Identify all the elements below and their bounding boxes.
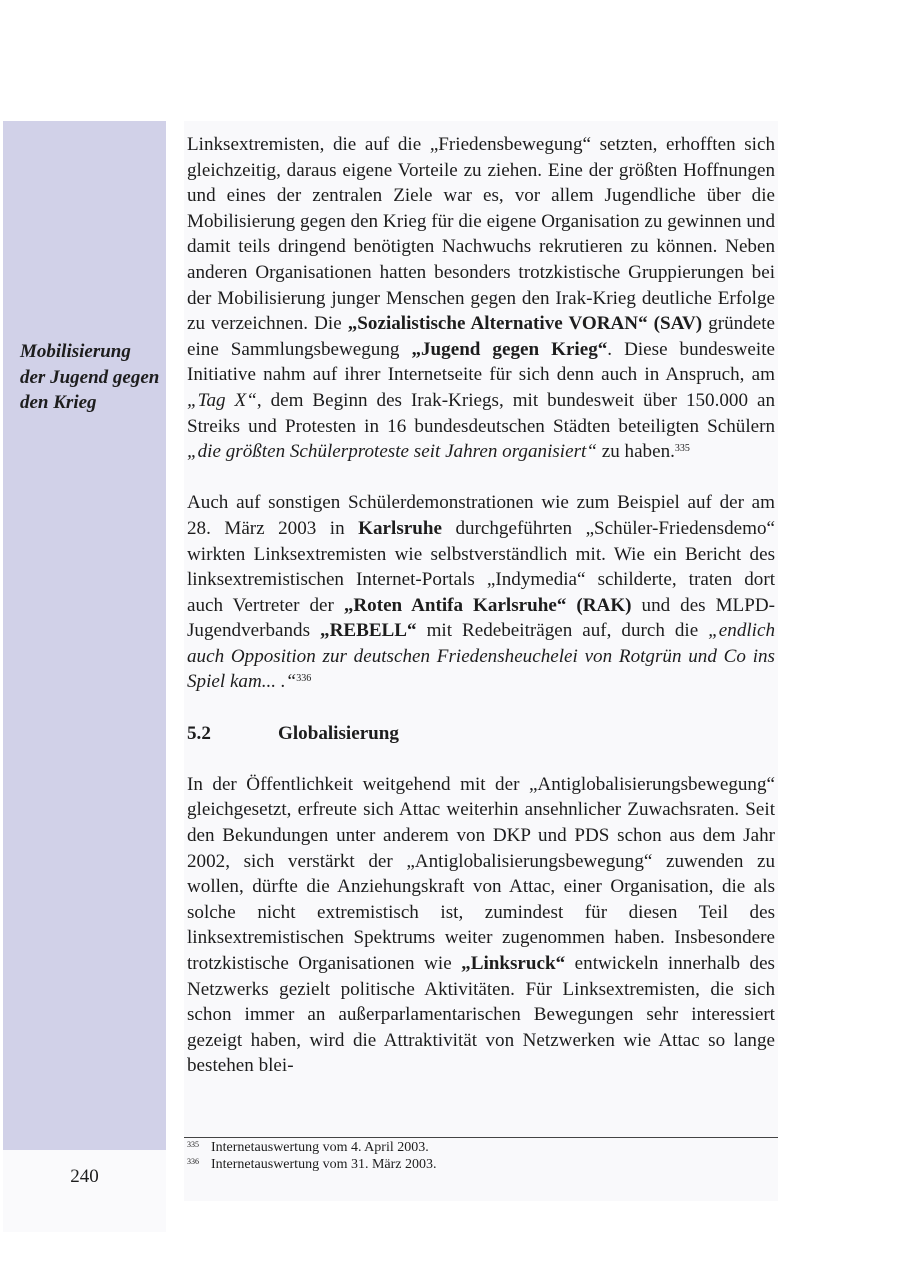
margin-note: Mobilisierung der Jugend gegen den Krieg: [20, 341, 160, 413]
footnote-reference[interactable]: 335: [674, 443, 690, 455]
footnote: [187, 1139, 775, 1156]
footnote-number: 336: [187, 1157, 199, 1166]
footnote-text: Internetauswertung vom 4. April 2003.: [211, 1140, 429, 1155]
paragraph-globalisierung: In der Öffentlichkeit weitgehend mit der „Antiglobalisierungsbewegung“ gleichgesetzt, erfreute sich Attac weiterhin ansehnlicher Zuwachsraten. Seit den Bekundungen unter anderem von DKP und PDS schon aus dem Jahr 2002, sich verstärkt der „Antiglobalisierungsbewegung“ zuwenden zu wollen, dürfte die Anziehungskraft von Attac, einer Organisation, die als solche nicht extremistisch ist, zumindest für diesen Teil des linksextremistischen Spektrums weiter zugenommen haben. Insbesondere trotzkistische Organisationen wie „Linksruck“ entwickeln innerhalb des Netzwerks gezielt politische Aktivitäten. Für Linksextremisten, die sich schon immer an außerparlamentarischen Bewegungen sehr interessiert gezeigt haben, wird die Attraktivität von Netzwerken wie Attac so lange bestehen blei-: [187, 773, 775, 1077]
section-heading: [187, 721, 775, 747]
footnote-divider: [184, 1137, 778, 1138]
footnote: [187, 1156, 775, 1173]
page-number: 240: [70, 1166, 99, 1187]
paragraph-friedensbewegung: Linksextremisten, die auf die „Friedensbewegung“ setzten, erhofften sich gleichzeitig, daraus eigene Vorteile zu ziehen. Eine der größten Hoffnungen und eines der zentralen Ziele war es, vor allem Jugendliche über die Mobilisierung gegen den Krieg für die eigene Organisation zu gewinnen und damit teils dringend benötigten Nachwuchs rekrutieren zu können. Neben anderen Organisationen hatten besonders trotzkistische Gruppierungen bei der Mobilisierung junger Menschen gegen den Irak-Krieg deutliche Erfolge zu verzeichnen. Die „Sozialistische Alternative VORAN“ (SAV) gründete eine Sammlungsbewegung „Jugend gegen Krieg“. Diese bundesweite Initiative nahm auf ihrer Internetseite für sich denn auch in Anspruch, am „Tag X“, dem Beginn des Irak-Kriegs, mit bundesweit über 150.000 an Streiks und Protesten in 16 bundesdeutschen Städten beteiligten Schülern „die größten Schülerproteste seit Jahren organisiert“ zu haben.$^{335}$: [187, 134, 775, 463]
footnotes: [187, 1139, 775, 1173]
footnote-reference[interactable]: 336: [296, 673, 312, 685]
margin-footer: [3, 1150, 166, 1232]
footnote-text: Internetauswertung vom 31. März 2003.: [211, 1157, 437, 1172]
body-text: [187, 132, 775, 1079]
section-number: 5.2: [187, 722, 211, 744]
footnote-number: 335: [187, 1140, 199, 1149]
paragraph-schuelerdemonstrationen: Auch auf sonstigen Schülerdemonstrationen wie zum Beispiel auf der am 28. März 2003 in Karlsruhe durchgeführten „Schüler-Friedensdemo“ wirkten Linksextremisten wie selbstverständlich mit. Wie ein Bericht des linksextremistischen Internet-Portals „Indymedia“ schilderte, traten dort auch Vertreter der „Roten Antifa Karlsruhe“ (RAK) und des MLPD-Jugendverbands „REBELL“ mit Redebeiträgen auf, durch die „endlich auch Opposition zur deutschen Friedensheuchelei von Rotgrün und Co ins Spiel kam... .“$^{336}$: [187, 492, 775, 693]
section-title: Globalisierung: [278, 722, 399, 744]
margin-column: [3, 121, 166, 1150]
